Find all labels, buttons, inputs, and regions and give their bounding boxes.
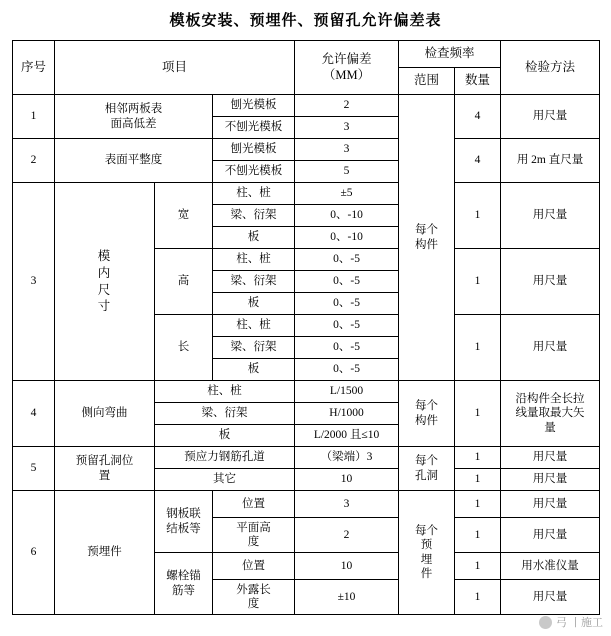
cell-group-line: 螺栓锚 [166, 570, 201, 583]
cell-value: 0、-5 [295, 271, 399, 293]
cell-seq: 5 [13, 447, 55, 491]
cell-sub: 梁、衍架 [213, 205, 295, 227]
cell-value: 0、-10 [295, 205, 399, 227]
cell-value: 2 [295, 518, 399, 553]
cell-range-line: 预 [420, 539, 433, 552]
cell-method: 用尺量 [501, 491, 600, 518]
cell-range-line: 埋 [420, 553, 433, 566]
cell-sub: 板 [213, 227, 295, 249]
table-row [13, 447, 600, 469]
cell-sub: 刨光模板 [213, 95, 295, 117]
cell-method: 用尺量 [501, 580, 600, 615]
cell-sub-line: 度 [247, 536, 260, 548]
cell-seq: 4 [13, 381, 55, 447]
cell-seq: 2 [13, 139, 55, 183]
cell-method: 用 2m 直尺量 [501, 139, 600, 183]
cell-sub: 位置 [213, 553, 295, 580]
cell-sub: 其它 [155, 469, 295, 491]
cell-value: 0、-5 [295, 315, 399, 337]
cell-item: 侧向弯曲 [55, 381, 155, 447]
cell-method: 用尺量 [501, 447, 600, 469]
cell-value: 0、-5 [295, 337, 399, 359]
cell-sub: 梁、衍架 [213, 271, 295, 293]
th-tolerance-line1: 允许偏差 [321, 51, 372, 66]
cell-item-line: 尺 [97, 282, 112, 297]
cell-count: 1 [455, 469, 501, 491]
cell-value: 0、-5 [295, 293, 399, 315]
cell-range [399, 381, 455, 447]
cell-value: 0、-5 [295, 249, 399, 271]
cell-item: 预埋件 [55, 491, 155, 615]
cell-value: L/2000 且≤10 [295, 425, 399, 447]
cell-range-line: 孔洞 [415, 469, 439, 482]
page-title: 模板安装、预埋件、预留孔允许偏差表 [169, 13, 442, 29]
cell-method [501, 381, 600, 447]
watermark-logo-icon [539, 616, 552, 629]
cell-count: 1 [455, 183, 501, 249]
cell-count: 1 [455, 518, 501, 553]
cell-sub: 柱、桩 [155, 381, 295, 403]
cell-value: ±10 [295, 580, 399, 615]
cell-group-line: 钢板联 [166, 508, 201, 521]
cell-group-line: 结板等 [166, 522, 201, 535]
cell-sub-line: 平面高 [236, 521, 271, 534]
cell-count: 1 [455, 249, 501, 315]
th-range: 范围 [399, 68, 455, 95]
cell-count: 1 [455, 580, 501, 615]
cell-value: ±5 [295, 183, 399, 205]
cell-value: L/1500 [295, 381, 399, 403]
cell-item: 表面平整度 [55, 139, 213, 183]
th-method: 检验方法 [501, 41, 600, 95]
watermark [539, 614, 603, 630]
cell-value: （梁端）3 [295, 447, 399, 469]
cell-range-line: 构件 [415, 238, 439, 251]
tolerance-table-wrapper [12, 40, 599, 615]
cell-sub [213, 518, 295, 553]
cell-method-line: 量 [544, 421, 556, 434]
cell-count: 1 [455, 553, 501, 580]
table-row [13, 183, 600, 205]
th-item: 项目 [55, 41, 295, 95]
cell-sub: 不刨光模板 [213, 161, 295, 183]
cell-sub: 柱、桩 [213, 315, 295, 337]
cell-range-line: 件 [420, 567, 433, 580]
cell-item [55, 95, 213, 139]
cell-range-line: 每个 [415, 400, 439, 413]
table-row [13, 139, 600, 161]
cell-sub: 梁、衍架 [213, 337, 295, 359]
watermark-text: 弓 丨施工 [555, 617, 603, 629]
cell-item [55, 183, 155, 381]
cell-seq: 3 [13, 183, 55, 381]
cell-seq: 1 [13, 95, 55, 139]
cell-range [399, 447, 455, 491]
cell-item-line: 预留孔洞位 [75, 455, 134, 468]
cell-item-line: 相邻两板表 [104, 103, 163, 116]
cell-value: 5 [295, 161, 399, 183]
cell-method-line: 线量取最大矢 [515, 407, 585, 420]
cell-value: H/1000 [295, 403, 399, 425]
cell-sub: 柱、桩 [213, 249, 295, 271]
table-header-row [13, 41, 600, 68]
cell-sub: 梁、衍架 [155, 403, 295, 425]
cell-item-line: 置 [98, 469, 111, 482]
cell-seq: 6 [13, 491, 55, 615]
cell-group [155, 491, 213, 553]
th-frequency: 检查频率 [399, 41, 501, 68]
cell-sub: 板 [213, 293, 295, 315]
cell-sub: 板 [155, 425, 295, 447]
cell-method-line: 沿构件全长拉 [515, 392, 585, 405]
cell-value: 3 [295, 491, 399, 518]
cell-item [55, 447, 155, 491]
cell-sub: 板 [213, 359, 295, 381]
cell-method: 用尺量 [501, 183, 600, 249]
cell-count: 4 [455, 95, 501, 139]
cell-count: 4 [455, 139, 501, 183]
cell-item-line: 面高低差 [110, 117, 157, 130]
th-seq: 序号 [13, 41, 55, 95]
cell-group: 高 [155, 249, 213, 315]
cell-group: 长 [155, 315, 213, 381]
cell-count: 1 [455, 381, 501, 447]
cell-value: 10 [295, 469, 399, 491]
table-row [13, 381, 600, 403]
cell-count: 1 [455, 491, 501, 518]
cell-sub: 刨光模板 [213, 139, 295, 161]
cell-item-line: 寸 [97, 299, 112, 314]
cell-range-line: 构件 [415, 414, 439, 427]
cell-item-line: 模 [97, 248, 112, 263]
th-tolerance-line2: （MM） [322, 67, 371, 82]
cell-value: 3 [295, 117, 399, 139]
cell-group: 宽 [155, 183, 213, 249]
cell-item-line: 内 [97, 265, 112, 280]
cell-sub-line: 外露长 [236, 583, 271, 596]
cell-count: 1 [455, 447, 501, 469]
cell-range-line: 每个 [415, 224, 439, 237]
cell-range-line: 每个 [415, 524, 439, 537]
cell-sub: 不刨光模板 [213, 117, 295, 139]
cell-range [399, 491, 455, 615]
cell-method: 用尺量 [501, 95, 600, 139]
tolerance-table [12, 40, 600, 615]
cell-value: 2 [295, 95, 399, 117]
cell-value: 0、-5 [295, 359, 399, 381]
cell-sub: 预应力钢筋孔道 [155, 447, 295, 469]
th-count: 数量 [455, 68, 501, 95]
cell-group-line: 筋等 [172, 584, 195, 597]
cell-method: 用水准仪量 [501, 553, 600, 580]
cell-sub [213, 580, 295, 615]
cell-sub: 位置 [213, 491, 295, 518]
cell-range [399, 95, 455, 381]
cell-sub-line: 度 [247, 598, 260, 610]
cell-count: 1 [455, 315, 501, 381]
cell-sub: 柱、桩 [213, 183, 295, 205]
th-tolerance [295, 41, 399, 95]
cell-method: 用尺量 [501, 469, 600, 491]
cell-method: 用尺量 [501, 315, 600, 381]
cell-value: 10 [295, 553, 399, 580]
cell-value: 3 [295, 139, 399, 161]
table-row [13, 95, 600, 117]
cell-range-line: 每个 [415, 455, 439, 468]
cell-group [155, 553, 213, 615]
cell-method: 用尺量 [501, 518, 600, 553]
cell-value: 0、-10 [295, 227, 399, 249]
table-row [13, 491, 600, 518]
cell-method: 用尺量 [501, 249, 600, 315]
